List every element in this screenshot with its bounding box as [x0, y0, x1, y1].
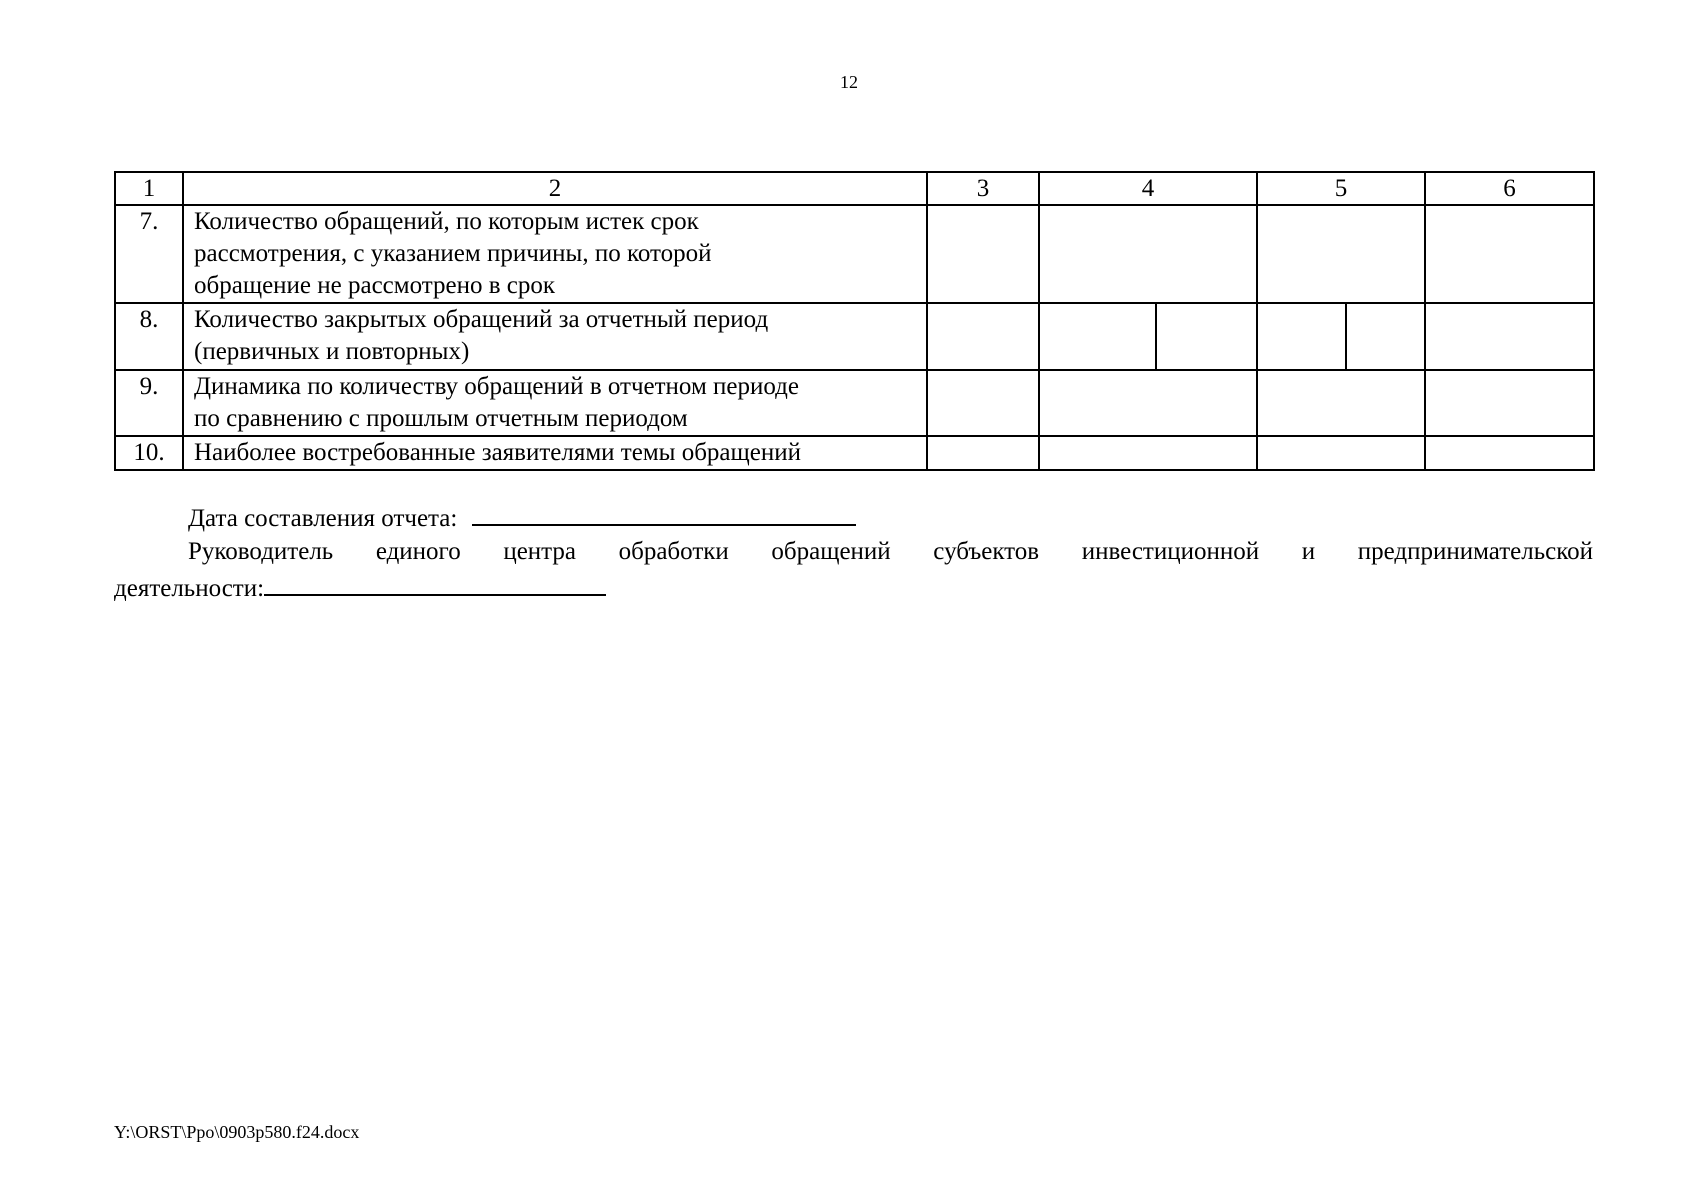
manager-word: центра	[503, 538, 576, 565]
row-description-line: Динамика по количеству обращений в отчетном периоде	[194, 373, 799, 400]
report-footer	[114, 498, 1593, 605]
row-description-line: по сравнению с прошлым отчетным периодом	[194, 405, 688, 432]
subcell	[1345, 304, 1424, 369]
row-description	[183, 436, 927, 470]
signature-blank-field[interactable]	[264, 568, 606, 596]
manager-word: обращений	[771, 538, 891, 565]
empty-cell	[927, 370, 1039, 436]
empty-cell	[1257, 370, 1425, 436]
manager-tail-label: деятельности:	[114, 575, 265, 602]
manager-word: обработки	[618, 538, 729, 565]
manager-word: единого	[375, 538, 461, 565]
table-header-row	[115, 172, 1594, 205]
split-cell-inner	[1040, 304, 1256, 369]
table-row	[115, 370, 1594, 436]
column-header: 4	[1039, 172, 1257, 205]
empty-cell	[1425, 303, 1594, 370]
date-label: Дата составления отчета:	[188, 505, 458, 532]
row-number: 10.	[115, 436, 183, 470]
row-description-line: Количество закрытых обращений за отчетный период	[194, 306, 769, 333]
row-description-line: Наиболее востребованные заявителями темы обращений	[194, 439, 801, 466]
empty-cell	[1425, 370, 1594, 436]
table-row	[115, 205, 1594, 303]
split-cell	[1257, 303, 1425, 370]
row-number: 8.	[115, 303, 183, 370]
row-description-line: обращение не рассмотрено в срок	[194, 272, 556, 299]
column-header: 6	[1425, 172, 1594, 205]
empty-cell	[1425, 436, 1594, 470]
report-table	[114, 171, 1595, 471]
manager-word: инвестиционной	[1081, 538, 1260, 565]
row-description	[183, 205, 927, 303]
row-number: 7.	[115, 205, 183, 303]
empty-cell	[1039, 370, 1257, 436]
manager-word: субъектов	[933, 538, 1040, 565]
row-description	[183, 303, 927, 370]
column-header: 1	[115, 172, 183, 205]
column-header: 2	[183, 172, 927, 205]
date-blank-field[interactable]	[472, 498, 856, 526]
empty-cell	[1257, 205, 1425, 303]
row-description-line: рассмотрения, с указанием причины, по которой	[194, 240, 712, 267]
empty-cell	[927, 436, 1039, 470]
column-header: 5	[1257, 172, 1425, 205]
date-line	[114, 498, 1593, 535]
row-description-line: (первичных и повторных)	[194, 338, 470, 365]
empty-cell	[927, 303, 1039, 370]
manager-line	[114, 535, 1593, 568]
row-description	[183, 370, 927, 436]
page-number: 12	[840, 72, 858, 92]
subcell	[1155, 304, 1256, 369]
empty-cell	[927, 205, 1039, 303]
split-cell-inner	[1258, 304, 1424, 369]
manager-line-tail	[114, 568, 1593, 605]
manager-word: и	[1301, 538, 1316, 565]
column-header: 3	[927, 172, 1039, 205]
table-row	[115, 436, 1594, 470]
subcell	[1040, 304, 1155, 369]
subcell	[1258, 304, 1345, 369]
empty-cell	[1039, 436, 1257, 470]
table-row	[115, 303, 1594, 370]
manager-word: Руководитель	[188, 538, 334, 565]
file-path: Y:\ORST\Ppo\0903p580.f24.docx	[114, 1122, 360, 1142]
row-description-line: Количество обращений, по которым истек срок	[194, 208, 699, 235]
row-number: 9.	[115, 370, 183, 436]
split-cell	[1039, 303, 1257, 370]
empty-cell	[1257, 436, 1425, 470]
manager-word: предпринимательской	[1357, 538, 1593, 565]
empty-cell	[1039, 205, 1257, 303]
empty-cell	[1425, 205, 1594, 303]
